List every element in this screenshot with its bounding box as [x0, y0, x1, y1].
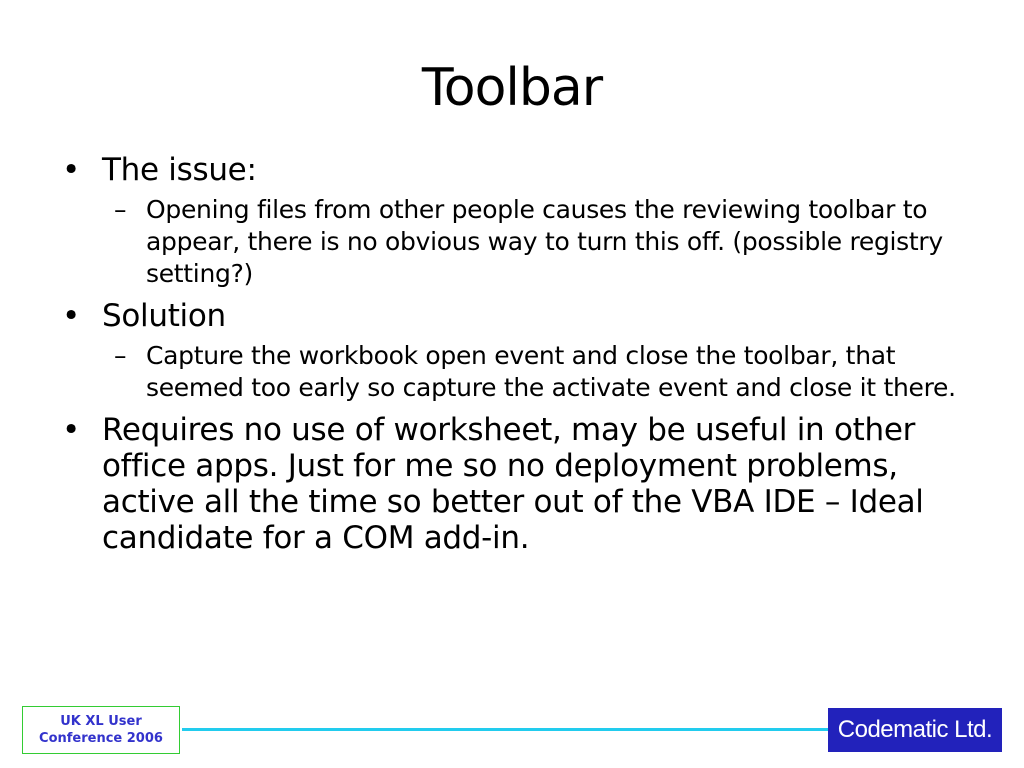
slide-body — [62, 152, 982, 556]
dash-icon: – — [114, 341, 127, 370]
bullet-text: Solution — [102, 298, 226, 334]
bullet-item — [62, 298, 982, 334]
codematic-logo: Codematic Ltd. — [828, 708, 1002, 752]
footer-divider — [182, 728, 828, 731]
bullet-item — [62, 152, 982, 188]
bullet-icon: • — [62, 152, 80, 188]
bullet-item — [62, 412, 982, 556]
bullet-text: The issue: — [102, 152, 257, 188]
conference-label-line1: UK XL User — [60, 714, 142, 729]
bullet-text: Requires no use of worksheet, may be useful in other office apps. Just for me so no deployment problems, active all the time so better out of the VBA IDE – Ideal candidate for a COM add-in. — [102, 412, 924, 556]
sub-bullet-item — [62, 194, 982, 290]
sub-bullet-text: Capture the workbook open event and close the toolbar, that seemed too early so capture the activate event and close it there. — [146, 341, 956, 402]
sub-bullet-item — [62, 340, 982, 404]
conference-label — [22, 706, 180, 754]
sub-bullet-text: Opening files from other people causes the reviewing toolbar to appear, there is no obvious way to turn this off. (possible registry setting?) — [146, 195, 943, 288]
bullet-icon: • — [62, 298, 80, 334]
conference-label-line2: Conference 2006 — [39, 731, 163, 746]
dash-icon: – — [114, 195, 127, 224]
slide-title: Toolbar — [421, 58, 603, 118]
bullet-icon: • — [62, 412, 80, 448]
